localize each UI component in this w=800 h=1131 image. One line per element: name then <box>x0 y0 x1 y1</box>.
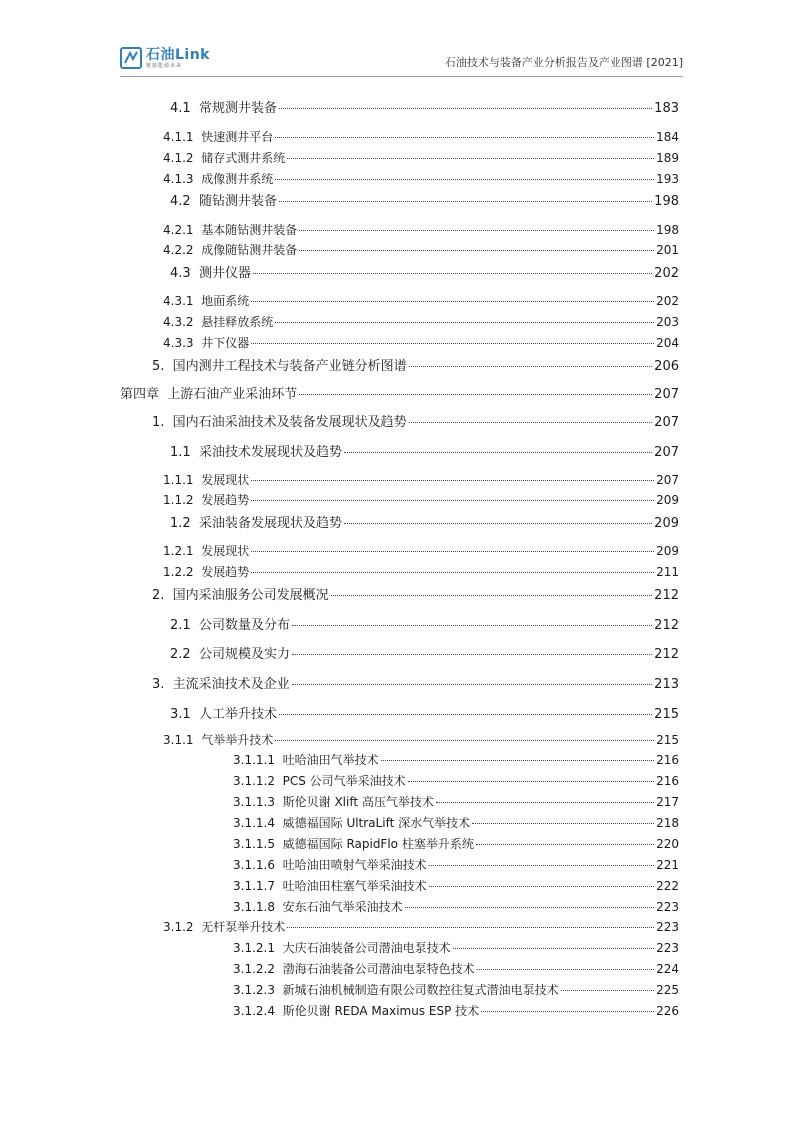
toc-entry-page: 223 <box>656 941 679 955</box>
toc-entry-title: 采油装备发展现状及趋势 <box>198 516 342 531</box>
toc-leader-dots <box>275 137 654 138</box>
toc-entry-spacer <box>275 941 283 955</box>
toc-entry-page: 223 <box>656 900 679 914</box>
toc-entry-spacer <box>194 336 202 350</box>
toc-entry-title: 斯伦贝谢 REDA Maximus ESP 技术 <box>282 1004 480 1018</box>
toc-leader-dots <box>429 865 654 866</box>
toc-entry-page: 189 <box>656 151 679 165</box>
toc-entry-title: 发展现状 <box>201 473 250 487</box>
toc-entry-title: 快速测井平台 <box>201 130 274 144</box>
toc-entry-title: 悬挂释放系统 <box>201 315 274 329</box>
toc-leader-dots <box>251 301 654 302</box>
logo-text: 石油Link <box>146 46 210 63</box>
toc-entry-page: 226 <box>656 1004 679 1018</box>
toc-entry-page: 207 <box>654 415 679 430</box>
toc-leader-dots <box>292 625 652 626</box>
toc-entry-spacer <box>275 962 283 976</box>
toc-entry-title: 国内采油服务公司发展概况 <box>172 588 329 603</box>
toc-entry[interactable] <box>163 149 679 166</box>
toc-entry-title: 人工举升技术 <box>198 707 277 722</box>
toc-entry[interactable] <box>233 877 679 894</box>
toc-leader-dots <box>405 907 654 908</box>
toc-entry-title: 随钻测井装备 <box>198 194 277 209</box>
toc-entry-number: 4.1.2 <box>163 151 194 165</box>
toc-entry-spacer <box>191 647 199 662</box>
toc-entry-title: 地面系统 <box>201 294 250 308</box>
toc-entry-title: 常规测井装备 <box>198 101 277 116</box>
toc-entry-number: 2.1 <box>170 618 191 633</box>
toc-entry-spacer <box>191 266 199 281</box>
toc-leader-dots <box>344 523 652 524</box>
toc-entry[interactable] <box>233 939 679 956</box>
toc-leader-dots <box>381 760 654 761</box>
toc-entry-number: 3.1.2.1 <box>233 941 275 955</box>
toc-entry-page: 216 <box>656 774 679 788</box>
toc-entry-spacer <box>194 565 202 579</box>
toc-entry-page: 202 <box>656 294 679 308</box>
toc-entry-spacer <box>164 415 172 430</box>
toc-entry[interactable] <box>163 918 679 935</box>
toc-entry-spacer <box>275 753 283 767</box>
toc-entry-number: 2. <box>152 588 165 603</box>
toc-entry-page: 193 <box>656 172 679 186</box>
toc-entry-number: 3.1.1.2 <box>233 774 275 788</box>
toc-entry-spacer <box>159 387 167 402</box>
toc-entry-number: 3.1.1.1 <box>233 753 275 767</box>
toc-leader-dots <box>299 394 652 395</box>
toc-entry[interactable] <box>163 542 679 559</box>
toc-leader-dots <box>476 844 654 845</box>
toc-entry[interactable] <box>152 355 679 374</box>
toc-entry[interactable] <box>152 584 679 603</box>
toc-entry[interactable] <box>120 383 679 402</box>
toc-leader-dots <box>253 273 652 274</box>
toc-entry[interactable] <box>233 1002 679 1019</box>
toc-leader-dots <box>453 948 654 949</box>
toc-entry-spacer <box>191 194 199 209</box>
toc-entry-number: 3.1.1.6 <box>233 858 275 872</box>
toc-entry[interactable] <box>163 241 679 258</box>
toc-leader-dots <box>251 551 654 552</box>
toc-entry[interactable] <box>152 673 679 692</box>
toc-entry-spacer <box>275 1004 283 1018</box>
toc-entry[interactable] <box>163 471 679 488</box>
toc-entry[interactable] <box>163 170 679 187</box>
toc-entry-number: 4.1.1 <box>163 130 194 144</box>
toc-entry-number: 1.2.1 <box>163 544 194 558</box>
toc-entry-page: 183 <box>654 101 679 116</box>
toc-leader-dots <box>275 322 654 323</box>
toc-leader-dots <box>251 500 654 501</box>
toc-entry-page: 209 <box>656 493 679 507</box>
toc-entry-spacer <box>194 544 202 558</box>
toc-entry-title: 无杆泵举升技术 <box>201 920 286 934</box>
toc-entry-number: 1.2 <box>170 516 191 531</box>
toc-entry-title: 成像随钻测井装备 <box>201 243 298 257</box>
toc-leader-dots <box>299 250 654 251</box>
toc-leader-dots <box>275 740 654 741</box>
toc-entry-title: 国内测井工程技术与装备产业链分析图谱 <box>172 359 407 374</box>
toc-entry-number: 3.1.1.5 <box>233 837 275 851</box>
toc-entry-title: 吐哈油田喷射气举采油技术 <box>282 858 427 872</box>
toc-entry-page: 216 <box>656 753 679 767</box>
toc-entry-spacer <box>191 101 199 116</box>
toc-entry-title: 威德福国际 RapidFlo 柱塞举升系统 <box>282 837 474 851</box>
logo-subtext: 链接能源未来 <box>146 62 183 69</box>
toc-entry[interactable] <box>170 97 679 116</box>
toc-entry-title: 主流采油技术及企业 <box>172 677 290 692</box>
toc-entry[interactable] <box>170 643 679 662</box>
toc-entry-spacer <box>194 493 202 507</box>
toc-entry-spacer <box>164 359 172 374</box>
toc-entry-spacer <box>191 707 199 722</box>
toc-entry-page: 211 <box>656 565 679 579</box>
toc-entry-page: 213 <box>654 677 679 692</box>
toc-entry-spacer <box>194 920 202 934</box>
toc-entry[interactable] <box>163 334 679 351</box>
toc-entry-page: 215 <box>656 733 679 747</box>
toc-entry[interactable] <box>163 731 679 748</box>
toc-leader-dots <box>561 990 654 991</box>
toc-entry-number: 4.3 <box>170 266 191 281</box>
toc-entry[interactable] <box>152 411 679 430</box>
toc-entry-page: 218 <box>656 816 679 830</box>
toc-entry-page: 212 <box>654 588 679 603</box>
toc-entry-page: 206 <box>654 359 679 374</box>
toc-entry-number: 3. <box>152 677 165 692</box>
toc-entry-spacer <box>194 223 202 237</box>
toc-entry-spacer <box>194 294 202 308</box>
toc-entry-number: 3.1.2.2 <box>233 962 275 976</box>
toc-leader-dots <box>279 714 652 715</box>
toc-entry[interactable] <box>233 981 679 998</box>
toc-entry-title: 气举举升技术 <box>201 733 274 747</box>
toc-entry-number: 4.3.3 <box>163 336 194 350</box>
toc-entry[interactable] <box>233 856 679 873</box>
toc-entry-page: 217 <box>656 795 679 809</box>
toc-entry-number: 3.1.1 <box>163 733 194 747</box>
toc-entry[interactable] <box>170 512 679 531</box>
toc-leader-dots <box>279 108 652 109</box>
toc-entry-spacer <box>275 983 283 997</box>
toc-entry-spacer <box>275 879 283 893</box>
toc-entry-title: 新城石油机械制造有限公司数控往复式潜油电泵技术 <box>282 983 559 997</box>
toc-entry-page: 222 <box>656 879 679 893</box>
toc-entry-title: 吐哈油田气举技术 <box>282 753 379 767</box>
toc-entry-title: 基本随钻测井装备 <box>201 223 298 237</box>
toc-entry-page: 184 <box>656 130 679 144</box>
toc-entry-title: 公司规模及实力 <box>198 647 290 662</box>
toc-entry-title: PCS 公司气举采油技术 <box>282 774 406 788</box>
toc-entry-title: 发展趋势 <box>201 565 250 579</box>
toc-entry-number: 3.1.2.4 <box>233 1004 275 1018</box>
toc-leader-dots <box>408 781 654 782</box>
toc-entry-spacer <box>275 858 283 872</box>
toc-entry-spacer <box>275 837 283 851</box>
toc-entry-page: 207 <box>654 387 679 402</box>
toc-entry[interactable] <box>233 814 679 831</box>
toc-entry-page: 212 <box>654 647 679 662</box>
toc-leader-dots <box>287 927 654 928</box>
toc-entry-spacer <box>275 816 283 830</box>
toc-leader-dots <box>331 595 652 596</box>
toc-entry[interactable] <box>233 793 679 810</box>
toc-entry-spacer <box>191 516 199 531</box>
toc-entry-page: 207 <box>656 473 679 487</box>
toc-entry-title: 储存式测井系统 <box>201 151 286 165</box>
toc-entry[interactable] <box>163 221 679 238</box>
toc-entry-page: 201 <box>656 243 679 257</box>
toc-entry[interactable] <box>163 292 679 309</box>
toc-entry-spacer <box>194 473 202 487</box>
toc-entry-spacer <box>194 130 202 144</box>
toc-entry-number: 1. <box>152 415 165 430</box>
toc-entry-page: 198 <box>656 223 679 237</box>
toc-leader-dots <box>299 230 654 231</box>
toc-entry-page: 215 <box>654 707 679 722</box>
toc-entry[interactable] <box>170 614 679 633</box>
toc-entry-number: 1.1.2 <box>163 493 194 507</box>
toc-entry-page: 223 <box>656 920 679 934</box>
toc-entry[interactable] <box>170 703 679 722</box>
toc-entry-page: 225 <box>656 983 679 997</box>
toc-entry-title: 渤海石油装备公司潜油电泵特色技术 <box>282 962 475 976</box>
toc-entry-number: 3.1.2 <box>163 920 194 934</box>
toc-entry-number: 5. <box>152 359 165 374</box>
toc-leader-dots <box>275 179 654 180</box>
toc-entry[interactable] <box>233 751 679 768</box>
toc-entry-page: 224 <box>656 962 679 976</box>
toc-entry-title: 成像测井系统 <box>201 172 274 186</box>
toc-entry-spacer <box>194 315 202 329</box>
toc-entry-page: 209 <box>656 544 679 558</box>
toc-entry-number: 4.1.3 <box>163 172 194 186</box>
toc-leader-dots <box>251 343 654 344</box>
toc-leader-dots <box>292 684 652 685</box>
toc-entry[interactable] <box>163 563 679 580</box>
toc-entry-title: 井下仪器 <box>201 336 250 350</box>
toc-entry-title: 国内石油采油技术及装备发展现状及趋势 <box>172 415 407 430</box>
toc-entry-number: 4.3.1 <box>163 294 194 308</box>
toc-entry-title: 采油技术发展现状及趋势 <box>198 445 342 460</box>
toc-entry-title: 上游石油产业采油环节 <box>167 387 298 402</box>
toc-entry[interactable] <box>163 491 679 508</box>
toc-entry-number: 4.2.1 <box>163 223 194 237</box>
toc-entry-page: 209 <box>654 516 679 531</box>
toc-entry-title: 发展现状 <box>201 544 250 558</box>
toc-entry-page: 212 <box>654 618 679 633</box>
toc-entry-spacer <box>194 243 202 257</box>
toc-entry-title: 斯伦贝谢 Xlift 高压气举技术 <box>282 795 434 809</box>
toc-entry-title: 测井仪器 <box>198 266 251 281</box>
toc-leader-dots <box>287 158 654 159</box>
toc-entry[interactable] <box>163 313 679 330</box>
toc-entry-title: 公司数量及分布 <box>198 618 290 633</box>
toc-entry-spacer <box>275 900 283 914</box>
toc-leader-dots <box>436 802 654 803</box>
toc-leader-dots <box>472 823 654 824</box>
toc-entry-title: 大庆石油装备公司潜油电泵技术 <box>282 941 451 955</box>
toc-entry[interactable] <box>233 772 679 789</box>
toc-entry[interactable] <box>170 190 679 209</box>
toc-entry-page: 198 <box>654 194 679 209</box>
toc-entry[interactable] <box>163 128 679 145</box>
toc-entry-number: 4.2 <box>170 194 191 209</box>
toc-leader-dots <box>409 366 652 367</box>
toc-entry[interactable] <box>233 960 679 977</box>
toc-entry-number: 1.1.1 <box>163 473 194 487</box>
toc-entry-number: 1.2.2 <box>163 565 194 579</box>
toc-leader-dots <box>251 480 654 481</box>
toc-entry-number: 3.1.1.4 <box>233 816 275 830</box>
toc-entry-number: 4.3.2 <box>163 315 194 329</box>
toc-entry-page: 207 <box>654 445 679 460</box>
toc-leader-dots <box>251 572 654 573</box>
toc-entry-spacer <box>275 795 283 809</box>
toc-leader-dots <box>429 886 654 887</box>
toc-entry-number: 3.1.2.3 <box>233 983 275 997</box>
toc-entry-title: 安东石油气举采油技术 <box>282 900 403 914</box>
toc-entry-spacer <box>194 733 202 747</box>
toc-entry-number: 4.2.2 <box>163 243 194 257</box>
toc-entry-number: 2.2 <box>170 647 191 662</box>
report-title: 石油技术与装备产业分析报告及产业图谱 [2021] <box>444 56 683 69</box>
toc-leader-dots <box>279 201 652 202</box>
toc-entry-page: 203 <box>656 315 679 329</box>
toc-entry-page: 204 <box>656 336 679 350</box>
toc-entry-number: 3.1.1.7 <box>233 879 275 893</box>
toc-entry[interactable] <box>233 835 679 852</box>
toc-entry-spacer <box>191 445 199 460</box>
toc-leader-dots <box>292 654 652 655</box>
toc-entry-spacer <box>275 774 283 788</box>
toc-entry-number: 3.1.1.3 <box>233 795 275 809</box>
toc-entry-number: 第四章 <box>120 387 160 402</box>
toc-entry-spacer <box>194 151 202 165</box>
toc-entry[interactable] <box>233 898 679 915</box>
toc-leader-dots <box>477 969 654 970</box>
toc-entry-spacer <box>164 588 172 603</box>
toc-entry-page: 202 <box>654 266 679 281</box>
toc-entry-number: 3.1.1.8 <box>233 900 275 914</box>
toc-leader-dots <box>481 1011 654 1012</box>
toc-entry-page: 221 <box>656 858 679 872</box>
toc-entry-number: 3.1 <box>170 707 191 722</box>
toc-entry-spacer <box>164 677 172 692</box>
toc-entry[interactable] <box>170 262 679 281</box>
toc-entry-spacer <box>194 172 202 186</box>
toc-entry-title: 吐哈油田柱塞气举采油技术 <box>282 879 427 893</box>
toc-entry-spacer <box>191 618 199 633</box>
toc-entry-number: 4.1 <box>170 101 191 116</box>
toc-entry-number: 1.1 <box>170 445 191 460</box>
toc-entry-page: 220 <box>656 837 679 851</box>
toc-leader-dots <box>409 422 652 423</box>
toc-entry[interactable] <box>170 441 679 460</box>
toc-entry-title: 威德福国际 UltraLift 深水气举技术 <box>282 816 471 830</box>
toc-entry-title: 发展趋势 <box>201 493 250 507</box>
toc-leader-dots <box>344 452 652 453</box>
